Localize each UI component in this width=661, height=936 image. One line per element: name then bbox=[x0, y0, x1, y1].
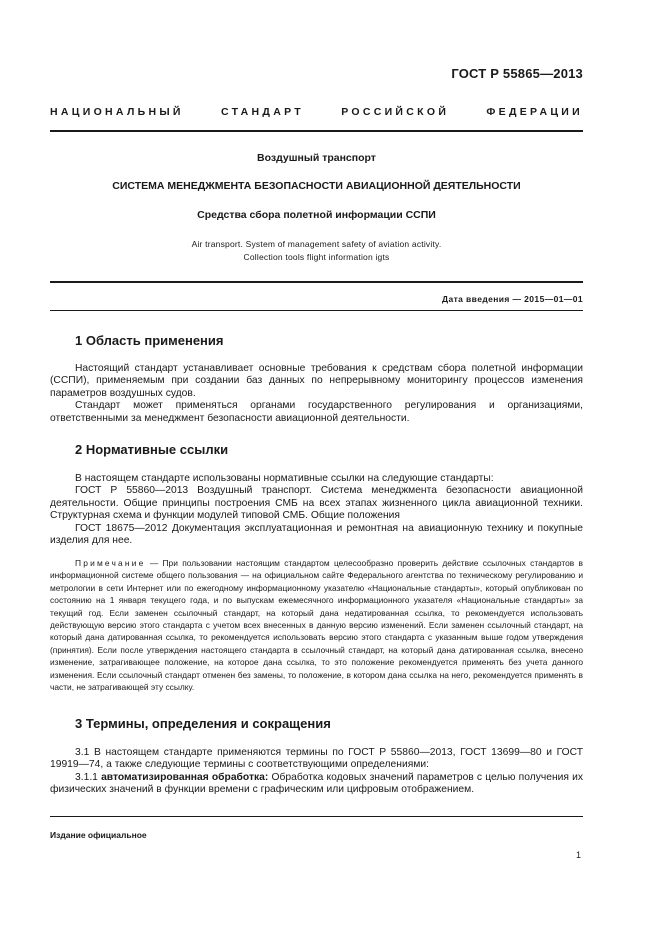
footer-rule bbox=[50, 816, 583, 817]
term-definition bbox=[50, 772, 583, 797]
note-text: — При пользовании настоящим стандартом целесообразно проверить действие ссылочных стандартов в информационной системе общего пользования — на официальном сайте Федерального агентства по техническому регулированию и метрологии в сети Интернет или по ежегодному информационному указателю «Национальные стандарты», который опубликован по состоянию на 1 января текущего года, и по выпускам ежемесячного информационного указателя «Национальные стандарты» за текущий год. Если заменен ссылочный стандарт, на который дана недатированная ссылка, то рекомендуется использовать действующую версию этого стандарта с учетом всех внесенных в данную версию изменений. Если заменен ссылочный стандарт, на который дана датированная ссылка, то рекомендуется использовать версию этого стандарта с указанным выше годом утверждения (принятия). Если после утверждения настоящего стандарта в ссылочный стандарт, на который дана датированная ссылка, внесено изменение, затрагивающее положение, на которое дана ссылка, то это положение рекомендуется применять без учета данного изменения. Если ссылочный стандарт отменен без замены, то положение, в котором дана ссылка на него, рекомендуется применять в части, не затрагивающей эту ссылку. bbox=[50, 558, 583, 693]
section-2-note bbox=[50, 557, 583, 693]
note-label: Примечание bbox=[75, 558, 146, 568]
title-english-line1: Air transport. System of management safety of aviation activity. bbox=[191, 239, 442, 249]
page-number: 1 bbox=[575, 850, 581, 860]
section-1-paragraph-2: Стандарт может применяться органами государственного регулирования и организациями, ответственными за менеджмент безопасности авиационной деятельности. bbox=[50, 400, 583, 424]
section-1-body bbox=[50, 363, 583, 425]
section-3-paragraph-1: 3.1 В настоящем стандарте применяются термины по ГОСТ Р 55860—2013, ГОСТ 13699—80 и ГОСТ 19919—74, а также следующие термины с соответствующими определениями: bbox=[50, 747, 583, 771]
title-sub: Средства сбора полетной информации ССПИ bbox=[197, 209, 436, 221]
title-rule bbox=[50, 281, 583, 283]
title-main: СИСТЕМА МЕНЕДЖМЕНТА БЕЗОПАСНОСТИ АВИАЦИОННОЙ ДЕЯТЕЛЬНОСТИ bbox=[112, 180, 521, 192]
header-rule bbox=[50, 130, 583, 132]
term-definition-text: Обработка кодовых значений параметров с целью получения их физических значений в функции времени с графическим или цифровым отображением. bbox=[50, 771, 584, 796]
section-2-paragraph-2: ГОСТ Р 55860—2013 Воздушный транспорт. Система менеджмента безопасности авиационной деятельности. Общие принципы построения СМБ на всех этапах жизненного цикла авиационной техники. Структурная схема и функции модулей типовой СМБ. Общие положения bbox=[50, 485, 583, 522]
section-1-heading: 1 Область применения bbox=[75, 333, 224, 348]
intro-date: Дата введения — 2015—01—01 bbox=[442, 294, 583, 304]
section-2-paragraph-1: В настоящем стандарте использованы нормативные ссылки на следующие стандарты: bbox=[75, 473, 494, 484]
intro-date-rule bbox=[50, 310, 583, 311]
section-2-paragraph-3: ГОСТ 18675—2012 Документация эксплуатационная и ремонтная на авиационную технику и покупные изделия для нее. bbox=[50, 522, 583, 547]
title-category: Воздушный транспорт bbox=[257, 152, 376, 164]
term-name: автоматизированная обработка: bbox=[101, 771, 269, 783]
section-3-body bbox=[50, 747, 583, 797]
section-2-heading: 2 Нормативные ссылки bbox=[75, 442, 229, 457]
edition-label: Издание официальное bbox=[50, 830, 147, 840]
section-3-heading: 3 Термины, определения и сокращения bbox=[75, 716, 331, 731]
title-english-line2: Collection tools flight information igts bbox=[243, 252, 390, 262]
section-2-body bbox=[50, 473, 583, 547]
standard-number: ГОСТ Р 55865—2013 bbox=[451, 66, 583, 81]
section-1-paragraph-1: Настоящий стандарт устанавливает основные требования к средствам сбора полетной информации (ССПИ), применяемым при создании баз данных по непрерывному мониторингу процессов изменения параметров воздушных судов. bbox=[50, 363, 583, 399]
term-number: 3.1.1 bbox=[75, 771, 102, 783]
national-standard-banner: НАЦИОНАЛЬНЫЙ СТАНДАРТ РОССИЙСКОЙ ФЕДЕРАЦИИ bbox=[50, 106, 583, 118]
